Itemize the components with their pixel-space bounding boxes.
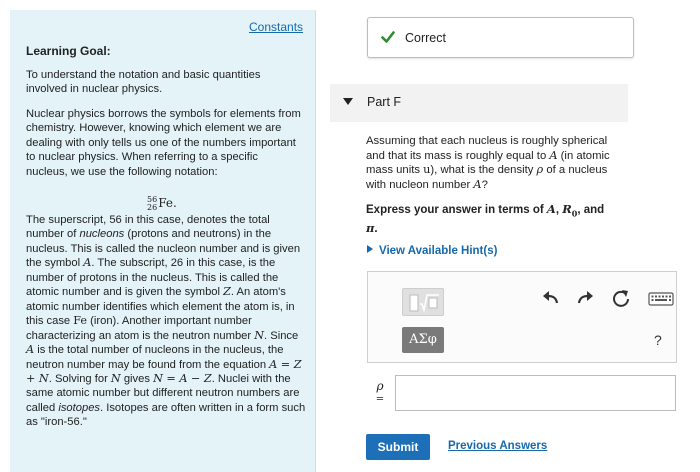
help-icon[interactable]: ?: [654, 332, 662, 348]
text: .: [374, 222, 378, 235]
math-symbol: A: [546, 202, 556, 216]
text: (in atomic mass units: [366, 149, 610, 177]
notation-period: .: [172, 196, 177, 211]
text: (iron). Another important number characterizing an atom is the neutron number: [26, 315, 255, 342]
greek-symbols-button[interactable]: ΑΣφ: [402, 327, 444, 353]
submit-button[interactable]: Submit: [366, 434, 430, 460]
checkmark-icon: [381, 30, 395, 44]
math-editor-toolbar: [367, 271, 677, 363]
nuclide-indices: [147, 196, 157, 212]
text: Express your answer in terms of: [366, 204, 547, 216]
text: (protons and neutrons) in the nucleus. This is called the nucleon number and is given the symbol: [26, 228, 301, 270]
math-symbol: N: [254, 328, 265, 342]
view-hints-link[interactable]: [367, 245, 497, 257]
text: , and: [577, 204, 605, 216]
caret-down-icon[interactable]: [343, 98, 353, 105]
answer-input[interactable]: [395, 375, 676, 411]
feedback-label: Correct: [405, 31, 446, 45]
text: is the total number of nucleons in the nucleus, the neutron number may be found from the equation: [26, 344, 284, 371]
text: . The subscript, 26 in this case, is the number of protons in the nucleus. This is called the atomic number and is given the symbol: [26, 257, 279, 299]
learning-goal-intro: To understand the notation and basic quantities involved in nuclear physics.: [26, 69, 261, 96]
previous-answers-link[interactable]: Previous Answers: [448, 440, 548, 452]
intro-paragraph: Nuclear physics borrows the symbols for elements from chemistry. However, knowing which element we are dealing with only tells us one of the numbers important to nuclear physics. When referring to a specific nucleus, we use the following notation:: [26, 108, 301, 178]
text: of a nucleus with nucleon number: [366, 164, 608, 191]
text: ,: [555, 204, 563, 216]
atomic-number: 26: [147, 203, 158, 212]
answer-instruction: [366, 202, 628, 236]
question-text: [366, 134, 628, 192]
text: The superscript, 56 in this case, denotes the total number of: [26, 214, 270, 241]
part-title: Part F: [367, 95, 402, 109]
text: . Isotopes are often written in a form such as "iron-56.": [26, 401, 306, 429]
math-symbol: A: [549, 148, 558, 162]
redo-icon[interactable]: [574, 288, 596, 310]
element-symbol: Fe: [158, 196, 173, 211]
answer-variable-label: [375, 380, 385, 406]
hints-link-label: View Available Hint(s): [379, 245, 498, 257]
math-symbol: Fe: [73, 314, 88, 328]
math-symbol: A: [26, 343, 35, 357]
math-symbol: N: [110, 371, 121, 385]
math-symbol: u: [423, 163, 431, 177]
feedback-correct-box: [367, 17, 634, 58]
text-emphasis: nucleons: [79, 228, 125, 241]
iron-nuclide-notation: [147, 196, 177, 212]
text-emphasis: isotopes: [58, 401, 101, 414]
constants-link[interactable]: Constants: [249, 20, 304, 34]
mass-number: 56: [147, 195, 158, 204]
math-symbol: A: [83, 256, 92, 270]
nucleon-explanation-paragraph: [26, 213, 306, 430]
caret-right-icon: [367, 245, 373, 253]
reset-icon[interactable]: [610, 288, 632, 310]
fraction-sqrt-icon: [403, 289, 445, 317]
answer-variable: ρ: [376, 379, 384, 393]
text: . Since: [264, 329, 299, 342]
math-symbol: ρ: [536, 163, 544, 177]
math-symbol: R: [562, 202, 572, 216]
undo-icon[interactable]: [540, 288, 562, 310]
keyboard-icon[interactable]: [648, 288, 674, 310]
text: . Solving for: [48, 372, 111, 385]
math-symbol: π: [366, 220, 375, 235]
math-symbol: Z: [223, 285, 231, 299]
part-f-header[interactable]: [330, 84, 628, 122]
learning-goal-title: Learning Goal:: [26, 44, 111, 58]
math-symbol: A: [473, 177, 482, 191]
text: . An atom's atomic number identifies which element the atom is, in this case: [26, 286, 295, 328]
math-equation: N = A − Z: [153, 371, 212, 385]
text: gives: [120, 372, 154, 385]
math-subscript: 0: [571, 208, 578, 219]
text: ?: [481, 178, 488, 191]
math-equation: A = Z + N: [26, 357, 302, 385]
templates-button[interactable]: [402, 288, 444, 316]
text: ), what is the density: [430, 164, 537, 177]
learning-goal-panel: [10, 10, 316, 472]
text: Assuming that each nucleus is roughly spherical and that its mass is roughly equal to: [366, 135, 608, 162]
answer-equals: =: [375, 394, 385, 405]
text: . Nuclei with the same atomic number but different neutron numbers are called: [26, 372, 300, 414]
